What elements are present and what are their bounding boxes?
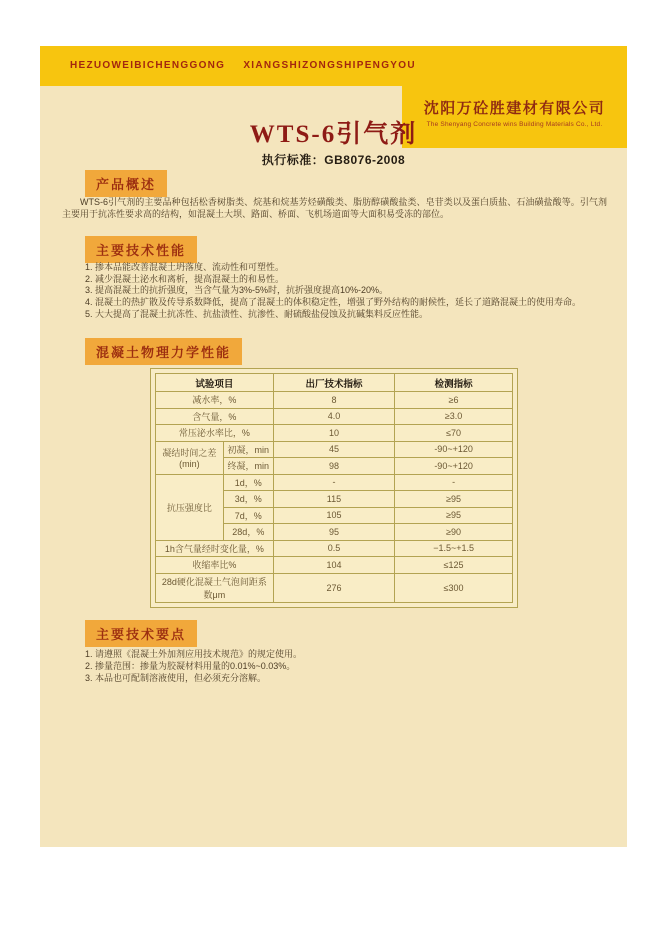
spec-table [155,373,513,603]
table-row [156,557,513,574]
table-cell: -90~+120 [395,441,513,458]
section-badge-performance: 主要技术性能 [85,236,197,263]
overview-paragraph: WTS-6引气剂的主要品种包括松香树脂类、烷基和烷基芳烃磺酸类、脂肪醇磺酸盐类、皂苷类以及蛋白质盐、石油磺盐酸等。引气剂主要用于抗冻性要求高的结构，如混凝土大坝、路面、桥面、飞机场道面等大面积易受冻的部位。 [62,197,607,219]
list-item: 5. 大大提高了混凝土抗冻性、抗盐渍性、抗渗性、耐硫酸盐侵蚀及抗碱集料反应性能。 [85,308,429,319]
table-cell: ≤300 [395,573,513,602]
table-header-cell: 检测指标 [395,374,513,392]
table-cell: ≤125 [395,557,513,574]
table-cell: −1.5~+1.5 [395,540,513,557]
table-cell: 含气量，% [156,408,274,425]
document-card [40,46,627,847]
table-cell: ≥95 [395,491,513,508]
table-cell: 98 [273,458,394,475]
table-cell: - [395,474,513,491]
list-item: 4. 混凝土的热扩散及传导系数降低，提高了混凝土的体积稳定性，增强了野外结构的耐候性，延长了道路混凝土的使用寿命。 [85,297,582,308]
table-row [156,425,513,442]
table-cell: -90~+120 [395,458,513,475]
group-label-line1: 凝结时间之差 [162,448,217,458]
table-cell: 276 [273,573,394,602]
table-cell: 1d，% [223,474,273,491]
table-row [156,474,513,491]
table-cell: ≥3.0 [395,408,513,425]
company-name-en: The Shenyang Concrete wins Building Materials Co., Ltd. [426,121,603,128]
table-cell: ≤70 [395,425,513,442]
table-cell: 常压泌水率比，% [156,425,274,442]
table-cell-group: 抗压强度比 [156,474,224,540]
table-header-cell: 出厂技术指标 [273,374,394,392]
table-row [156,392,513,409]
list-item: 3. 提高混凝土的抗折强度，当含气量为3%-5%时，抗折强度提高10%-20%。 [85,285,389,296]
table-header-cell: 试验项目 [156,374,274,392]
table-row [156,540,513,557]
table-cell: 28d硬化混凝土气泡间距系数μm [156,573,274,602]
section-badge-keypoints: 主要技术要点 [85,620,197,647]
table-cell: 0.5 [273,540,394,557]
list-item: 3. 本品也可配制溶液使用，但必须充分溶解。 [85,673,267,683]
table-cell: 95 [273,524,394,541]
spec-table-wrapper [150,368,518,608]
table-cell: 终凝，min [223,458,273,475]
list-item: 2. 掺量范围：掺量为胶凝材料用量的0.01%~0.03%。 [85,661,296,671]
table-row [156,408,513,425]
table-cell: 初凝，min [223,441,273,458]
table-cell-group [156,441,224,474]
table-cell: 1h含气量经时变化量，% [156,540,274,557]
table-cell: 8 [273,392,394,409]
table-cell: 28d，% [223,524,273,541]
section-badge-overview: 产品概述 [85,170,167,197]
table-cell: 4.0 [273,408,394,425]
table-cell: 收缩率比% [156,557,274,574]
table-cell: 3d，% [223,491,273,508]
list-item: 1. 请遵照《混凝土外加剂应用技术规范》的规定使用。 [85,649,303,659]
table-cell: 45 [273,441,394,458]
company-name-cn: 沈阳万砼胜建材有限公司 [423,100,606,117]
keypoints-list [85,648,605,684]
list-item: 2. 减少混凝土泌水和离析，提高混凝土的和易性。 [85,273,285,284]
table-header-row [156,374,513,392]
table-cell: 7d，% [223,507,273,524]
table-cell: 减水率，% [156,392,274,409]
standard-line: 执行标准：GB8076-2008 [261,153,406,167]
product-title: WTS-6引气剂 [249,121,418,148]
table-cell: ≥6 [395,392,513,409]
table-cell: 104 [273,557,394,574]
table-cell: 105 [273,507,394,524]
table-cell: - [273,474,394,491]
list-item: 1. 掺本品能改善混凝土坍落度、流动性和可塑性。 [85,262,285,272]
table-cell: ≥95 [395,507,513,524]
section-badge-physical: 混凝土物理力学性能 [85,338,242,365]
group-label-line2: (min) [179,459,200,469]
table-cell: 10 [273,425,394,442]
top-banner [40,46,627,86]
table-row [156,573,513,602]
banner-slogan: HEZUOWEIBICHENGGONG XIANGSHIZONGSHIPENGYOU [70,60,416,71]
table-row [156,441,513,458]
table-cell: ≥90 [395,524,513,541]
table-cell: 115 [273,491,394,508]
performance-list [85,262,605,321]
